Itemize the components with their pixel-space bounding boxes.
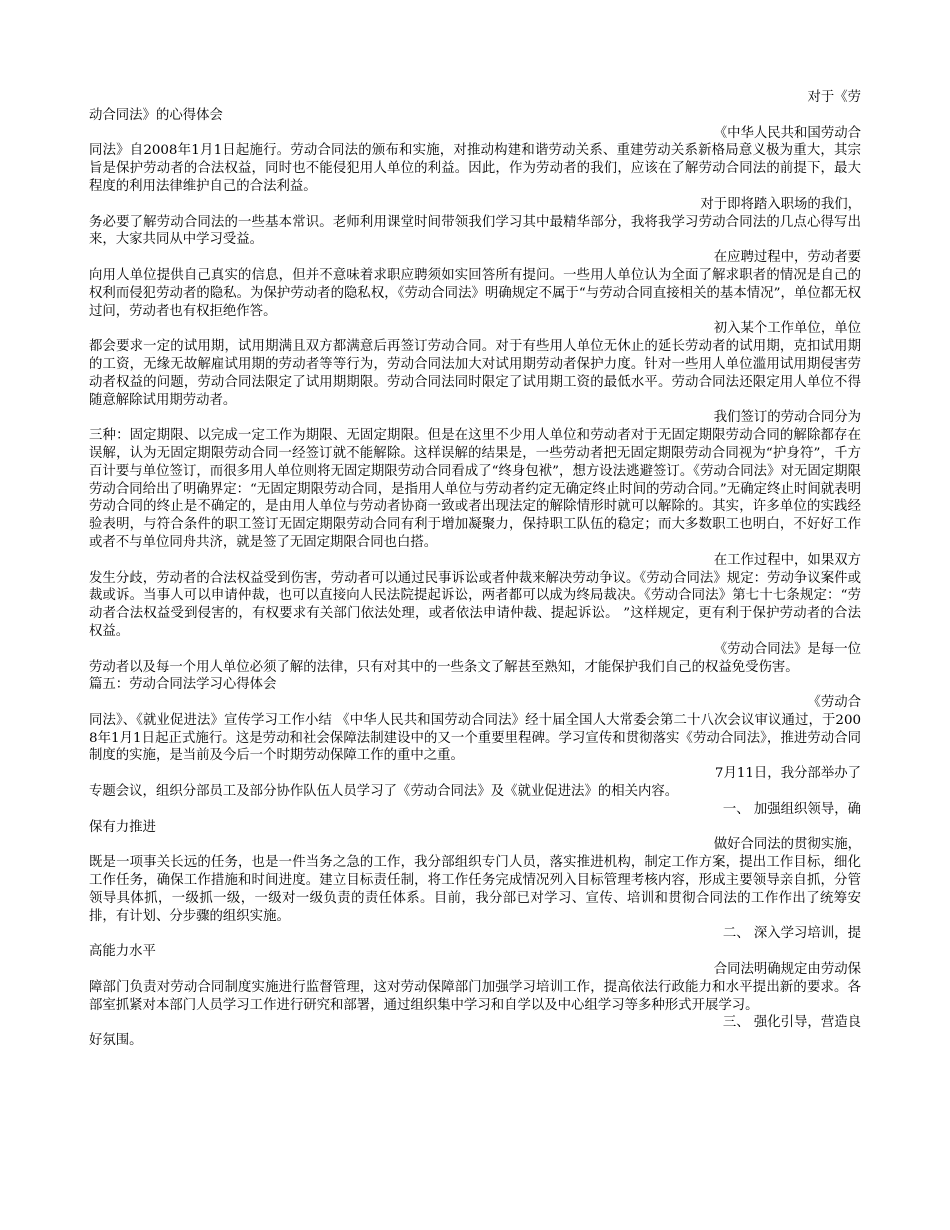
paragraph	[89, 694, 861, 765]
paragraph	[89, 196, 861, 249]
paragraph-body: 同法》自2008年1月1日起施行。劳动合同法的颁布和实施，对推动构建和谐劳动关系、重建劳动关系新格局意义极为重大，其宗旨是保护劳动者的合法权益，同时也不能侵犯用人单位的利益。因此，作为劳动者的我们，应该在了解劳动合同法的前提下，最大程度的利用法律维护自己的合法利益。	[89, 143, 861, 194]
paragraph-body: 都会要求一定的试用期，试用期满且双方都满意后再签订劳动合同。对于有些用人单位无休止的延长劳动者的试用期，克扣试用期的工资，无缘无故解雇试用期的劳动者等等行为，劳动合同法加大对试用期劳动者保护力度。针对一些用人单位滥用试用期侵害劳动者权益的问题，劳动合同法限定了试用期期限。劳动合同法同时限定了试用期工资的最低水平。劳动合同法还限定用人单位不得随意解除试用期劳动者。	[89, 339, 861, 408]
paragraph-body: 保有力推进	[89, 819, 156, 835]
paragraph-body: 专题会议，组织分部员工及部分协作队伍人员学习了《劳动合同法》及《就业促进法》的相关内容。	[89, 784, 679, 800]
paragraph-lead: 三、 强化引导，营造良	[722, 1015, 861, 1031]
paragraph	[89, 409, 861, 551]
paragraph-lead: 《劳动合同法》是每一位	[713, 641, 861, 657]
paragraph-lead: 7月11日，我分部举办了	[714, 766, 861, 782]
paragraph	[89, 836, 861, 925]
paragraph	[89, 961, 861, 1014]
paragraph	[89, 765, 861, 801]
paragraph-lead: 《中华人民共和国劳动合	[713, 125, 861, 141]
paragraph-body: 既是一项事关长远的任务，也是一件当务之急的工作，我分部组织专门人员，落实推进机构，制定工作方案，提出工作目标，细化工作任务，确保工作措施和时间进度。建立目标责任制，将工作任务完成情况列入目标管理考核内容，形成主要领导亲自抓，分管领导具体抓，一级抓一级，一级对一级负责的责任体系。目前，我分部已对学习、宣传、培训和贯彻合同法的工作作出了统筹安排，有计划、分步骤的组织实施。	[89, 855, 861, 924]
paragraph	[89, 1014, 861, 1050]
paragraph	[89, 249, 861, 320]
paragraph	[89, 925, 861, 961]
paragraph	[89, 552, 861, 641]
paragraph-lead: 对于即将踏入职场的我们，	[700, 196, 861, 212]
paragraph-body: 向用人单位提供自己真实的信息，但并不意味着求职应聘须如实回答所有提问。一些用人单位认为全面了解求职者的情况是自己的权利而侵犯劳动者的隐私。为保护劳动者的隐私权，《劳动合同法》明确规定不属于“与劳动合同直接相关的基本情况”，单位都无权过问，劳动者也有权拒绝作答。	[89, 267, 861, 319]
paragraph-body: 务必要了解劳动合同法的一些基本常识。老师利用课堂时间带领我们学习其中最精华部分，我将我学习劳动合同法的几点心得写出来，大家共同从中学习受益。	[89, 214, 861, 248]
paragraph	[89, 320, 861, 409]
paragraph-lead: 在应聘过程中，劳动者要	[713, 250, 861, 266]
paragraph-lead: 初入某个工作单位，单位	[713, 321, 861, 337]
paragraph-lead: 一、 加强组织领导，确	[722, 801, 861, 817]
paragraph-body: 好氛围。	[89, 1033, 143, 1049]
paragraph	[89, 125, 861, 196]
paragraph-lead: 《劳动合	[807, 695, 861, 711]
paragraph-body: 障部门负责对劳动合同制度实施进行监督管理，这对劳动保障部门加强学习培训工作，提高依法行政能力和水平提出新的要求。各部室抓紧对本部门人员学习工作进行研究和部署，通过组织集中学习和自学以及中心组学习等多种形式开展学习。	[89, 979, 861, 1013]
paragraph	[89, 801, 861, 837]
document-page	[89, 89, 861, 1050]
paragraph-body: 高能力水平	[89, 944, 156, 960]
paragraph-lead: 在工作过程中，如果双方	[713, 552, 861, 568]
paragraph-body: 同法》、《就业促进法》宣传学习工作小结 《中华人民共和国劳动合同法》经十届全国人大常委会第二十八次会议审议通过，于2008年1月1日起正式施行。这是劳动和社会保障法制建设中的又一个重要里程碑。学习宣传和贯彻落实《劳动合同法》，推进劳动合同制度的实施，是当前及今后一个时期劳动保障工作的重中之重。	[89, 712, 861, 764]
paragraph-lead: 我们签订的劳动合同分为	[713, 410, 861, 426]
paragraph	[89, 89, 861, 125]
paragraph-lead: 对于《劳	[807, 90, 861, 105]
paragraph-lead: 做好合同法的贯彻实施，	[713, 837, 861, 853]
paragraph-body: 劳动者以及每一个用人单位必须了解的法律，只有对其中的一些条文了解甚至熟知，才能保护我们自己的权益免受伤害。	[89, 659, 799, 675]
paragraph-body: 动合同法》的心得体会	[89, 107, 223, 123]
paragraph-body: 发生分歧，劳动者的合法权益受到伤害，劳动者可以通过民事诉讼或者仲裁来解决劳动争议。《劳动合同法》规定：劳动争议案件或裁或诉。当事人可以申请仲裁，也可以直接向人民法院提起诉讼，两者都可以成为终局裁决。《劳动合同法》第七十七条规定：“劳动者合法权益受到侵害的，有权要求有关部门依法处理，或者依法申请仲裁、提起诉讼。 ”这样规定，更有利于保护劳动者的合法权益。	[89, 570, 861, 639]
paragraph-lead: 合同法明确规定由劳动保	[713, 962, 861, 978]
paragraph-lead: 二、 深入学习培训，提	[722, 926, 861, 942]
paragraph-body: 三种：固定期限、以完成一定工作为期限、无固定期限。但是在这里不少用人单位和劳动者对于无固定期限劳动合同的解除都存在误解，认为无固定期限劳动合同一经签订就不能解除。这样误解的结果是，一些劳动者把无固定期限劳动合同视为“护身符”，千方百计要与单位签订，而很多用人单位则将无固定期限劳动合同看成了“终身包袱”，想方设法逃避签订。《劳动合同法》对无固定期限劳动合同给出了明确界定：“无固定期限劳动合同，是指用人单位与劳动者约定无确定终止时间的劳动合同。”无确定终止时间就表明劳动合同的终止是不确定的，是由用人单位与劳动者协商一致或者出现法定的解除情形时就可以解除的。其实，许多单位的实践经验表明，与符合条件的职工签订无固定期限劳动合同有利于增加凝聚力，保持职工队伍的稳定；而大多数职工也明白，不好好工作或者不与单位同舟共济，就是签了无固定期限合同也白搭。	[89, 428, 861, 550]
section-title: 篇五：劳动合同法学习心得体会	[89, 677, 277, 693]
paragraph	[89, 641, 861, 677]
